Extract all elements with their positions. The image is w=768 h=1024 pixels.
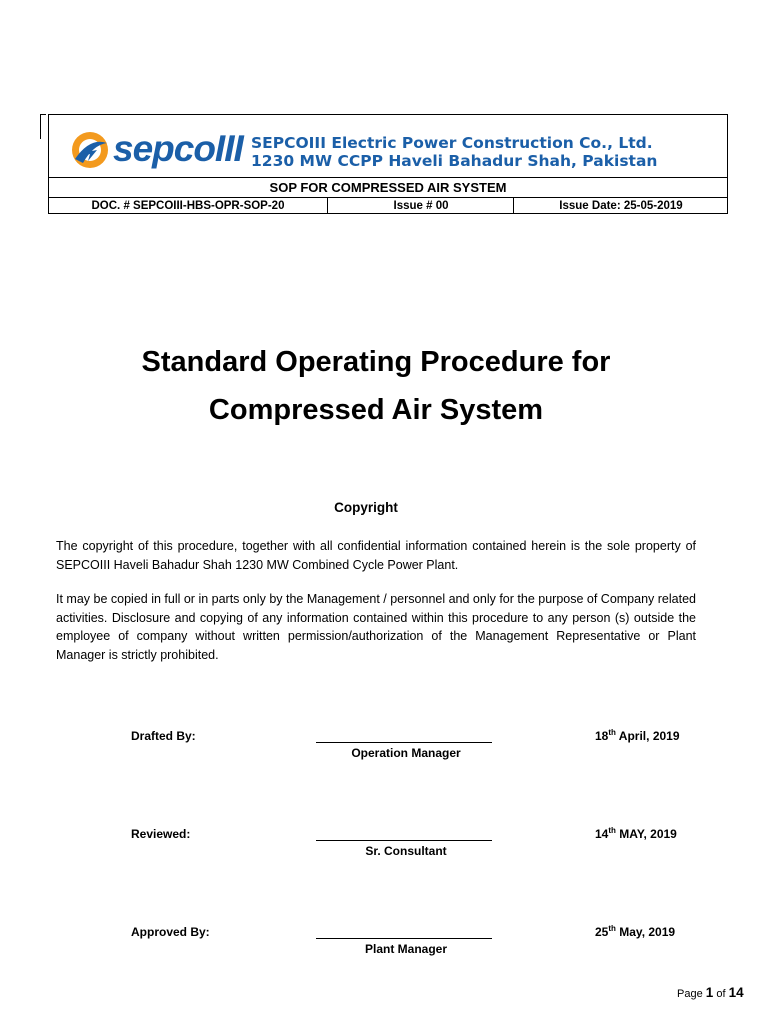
issue-number: Issue # 00	[327, 198, 514, 214]
page-title	[0, 338, 752, 434]
doc-number: DOC. # SEPCOIII-HBS-OPR-SOP-20	[91, 200, 285, 212]
approved-signature-line	[316, 938, 492, 939]
total-pages: 14	[728, 985, 744, 1000]
drafted-date	[595, 728, 680, 744]
sepco-logo-icon	[69, 129, 111, 171]
reviewed-date-rest: MAY, 2019	[615, 827, 677, 841]
approved-date-rest: May, 2019	[615, 925, 676, 939]
reviewed-role: Sr. Consultant	[365, 844, 447, 858]
issue-date: Issue Date: 25-05-2019	[513, 198, 728, 214]
of-word: of	[716, 988, 726, 1000]
current-page: 1	[705, 985, 714, 1000]
approved-date	[595, 924, 675, 940]
drafted-signature-line	[316, 742, 492, 743]
approved-by-label: Approved By:	[131, 925, 210, 939]
plant-name: 1230 MW CCPP Haveli Bahadur Shah, Pakistan	[251, 152, 658, 170]
logo-wordmark: sepcoIII	[113, 128, 243, 169]
approved-date-suffix: th	[608, 924, 616, 933]
copyright-paragraph-2: It may be copied in full or in parts only by the Management / personnel and only for the purpose of Company related activities. Disclosure and copying of any information contained within this procedure to any person (s) outside the employee of company without written permission/authorization of the Management Representative or Plant Manager is strictly prohibited.	[56, 592, 696, 662]
company-name: SEPCOIII Electric Power Construction Co., Ltd.	[251, 134, 653, 152]
reviewed-date	[595, 826, 677, 842]
title-line-1: Standard Operating Procedure for	[141, 346, 611, 378]
drafted-date-suffix: th	[608, 728, 616, 737]
document-header	[48, 114, 728, 214]
drafted-date-day: 18	[595, 729, 609, 743]
reviewed-label: Reviewed:	[131, 827, 191, 841]
reviewed-signature-line	[316, 840, 492, 841]
approved-date-day: 25	[595, 925, 609, 939]
title-line-2: Compressed Air System	[208, 394, 544, 426]
crop-mark-top-left	[40, 114, 46, 139]
page-word: Page	[677, 988, 703, 1000]
logo-row	[49, 115, 727, 177]
doc-info-row	[49, 197, 727, 214]
copyright-paragraph-1: The copyright of this procedure, together with all confidential information contained herein is the sole property of SEPCOIII Haveli Bahadur Shah 1230 MW Combined Cycle Power Plant.	[56, 539, 696, 572]
reviewed-date-suffix: th	[608, 826, 616, 835]
sop-title: SOP FOR COMPRESSED AIR SYSTEM	[49, 177, 727, 198]
drafted-by-label: Drafted By:	[131, 729, 196, 743]
drafted-date-rest: April, 2019	[615, 729, 680, 743]
copyright-heading: Copyright	[334, 500, 398, 515]
drafted-role: Operation Manager	[351, 746, 461, 760]
reviewed-date-day: 14	[595, 827, 609, 841]
approved-role: Plant Manager	[364, 942, 448, 956]
page-number	[677, 985, 744, 1002]
